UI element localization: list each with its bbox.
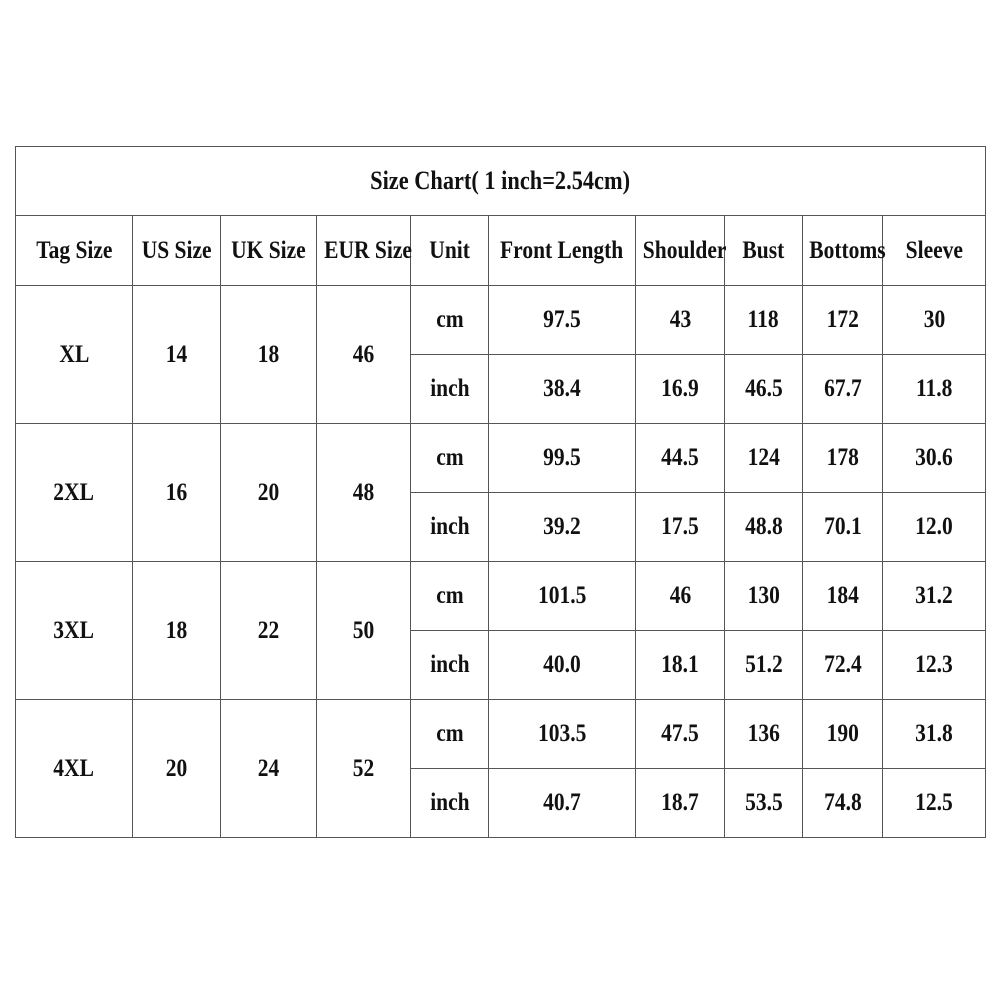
uk-size-cell: 20 [221, 424, 317, 562]
shoulder-cell: 18.1 [636, 631, 725, 700]
eur-size-cell: 48 [317, 424, 411, 562]
sleeve-cell: 11.8 [883, 355, 986, 424]
header-eur-size: EUR Size [317, 216, 411, 286]
header-front-length: Front Length [489, 216, 636, 286]
header-unit: Unit [411, 216, 489, 286]
bust-cell: 48.8 [725, 493, 803, 562]
bottoms-cell: 178 [803, 424, 883, 493]
bust-cell: 118 [725, 286, 803, 355]
sleeve-cell: 30.6 [883, 424, 986, 493]
table-row [16, 562, 986, 631]
front-length-cell: 40.7 [489, 769, 636, 838]
table-row [16, 424, 986, 493]
bust-cell: 136 [725, 700, 803, 769]
tag-size-cell: XL [16, 286, 133, 424]
sleeve-cell: 12.3 [883, 631, 986, 700]
unit-cell: cm [411, 700, 489, 769]
unit-cell: inch [411, 355, 489, 424]
table-row [16, 286, 986, 355]
bottoms-cell: 190 [803, 700, 883, 769]
header-sleeve: Sleeve [883, 216, 986, 286]
size-chart-title: Size Chart( 1 inch=2.54cm) [16, 147, 986, 216]
bust-cell: 124 [725, 424, 803, 493]
eur-size-cell: 46 [317, 286, 411, 424]
front-length-cell: 97.5 [489, 286, 636, 355]
front-length-cell: 38.4 [489, 355, 636, 424]
front-length-cell: 99.5 [489, 424, 636, 493]
tag-size-cell: 4XL [16, 700, 133, 838]
bust-cell: 46.5 [725, 355, 803, 424]
table-row [16, 700, 986, 769]
uk-size-cell: 18 [221, 286, 317, 424]
shoulder-cell: 47.5 [636, 700, 725, 769]
header-bust: Bust [725, 216, 803, 286]
shoulder-cell: 17.5 [636, 493, 725, 562]
front-length-cell: 39.2 [489, 493, 636, 562]
bottoms-cell: 70.1 [803, 493, 883, 562]
unit-cell: cm [411, 286, 489, 355]
header-row [16, 216, 986, 286]
eur-size-cell: 50 [317, 562, 411, 700]
us-size-cell: 18 [133, 562, 221, 700]
header-shoulder: Shoulder [636, 216, 725, 286]
unit-cell: cm [411, 424, 489, 493]
unit-cell: inch [411, 631, 489, 700]
header-bottoms: Bottoms [803, 216, 883, 286]
us-size-cell: 20 [133, 700, 221, 838]
shoulder-cell: 46 [636, 562, 725, 631]
header-uk-size: UK Size [221, 216, 317, 286]
shoulder-cell: 44.5 [636, 424, 725, 493]
front-length-cell: 40.0 [489, 631, 636, 700]
bottoms-cell: 72.4 [803, 631, 883, 700]
uk-size-cell: 24 [221, 700, 317, 838]
unit-cell: inch [411, 493, 489, 562]
size-chart-table [15, 146, 986, 838]
uk-size-cell: 22 [221, 562, 317, 700]
shoulder-cell: 18.7 [636, 769, 725, 838]
sleeve-cell: 31.2 [883, 562, 986, 631]
front-length-cell: 103.5 [489, 700, 636, 769]
sleeve-cell: 12.5 [883, 769, 986, 838]
bottoms-cell: 184 [803, 562, 883, 631]
unit-cell: cm [411, 562, 489, 631]
us-size-cell: 14 [133, 286, 221, 424]
bottoms-cell: 67.7 [803, 355, 883, 424]
bottoms-cell: 74.8 [803, 769, 883, 838]
sleeve-cell: 31.8 [883, 700, 986, 769]
unit-cell: inch [411, 769, 489, 838]
bust-cell: 130 [725, 562, 803, 631]
sleeve-cell: 12.0 [883, 493, 986, 562]
tag-size-cell: 2XL [16, 424, 133, 562]
us-size-cell: 16 [133, 424, 221, 562]
bust-cell: 53.5 [725, 769, 803, 838]
eur-size-cell: 52 [317, 700, 411, 838]
bust-cell: 51.2 [725, 631, 803, 700]
shoulder-cell: 43 [636, 286, 725, 355]
tag-size-cell: 3XL [16, 562, 133, 700]
header-tag-size: Tag Size [16, 216, 133, 286]
sleeve-cell: 30 [883, 286, 986, 355]
header-us-size: US Size [133, 216, 221, 286]
bottoms-cell: 172 [803, 286, 883, 355]
shoulder-cell: 16.9 [636, 355, 725, 424]
front-length-cell: 101.5 [489, 562, 636, 631]
